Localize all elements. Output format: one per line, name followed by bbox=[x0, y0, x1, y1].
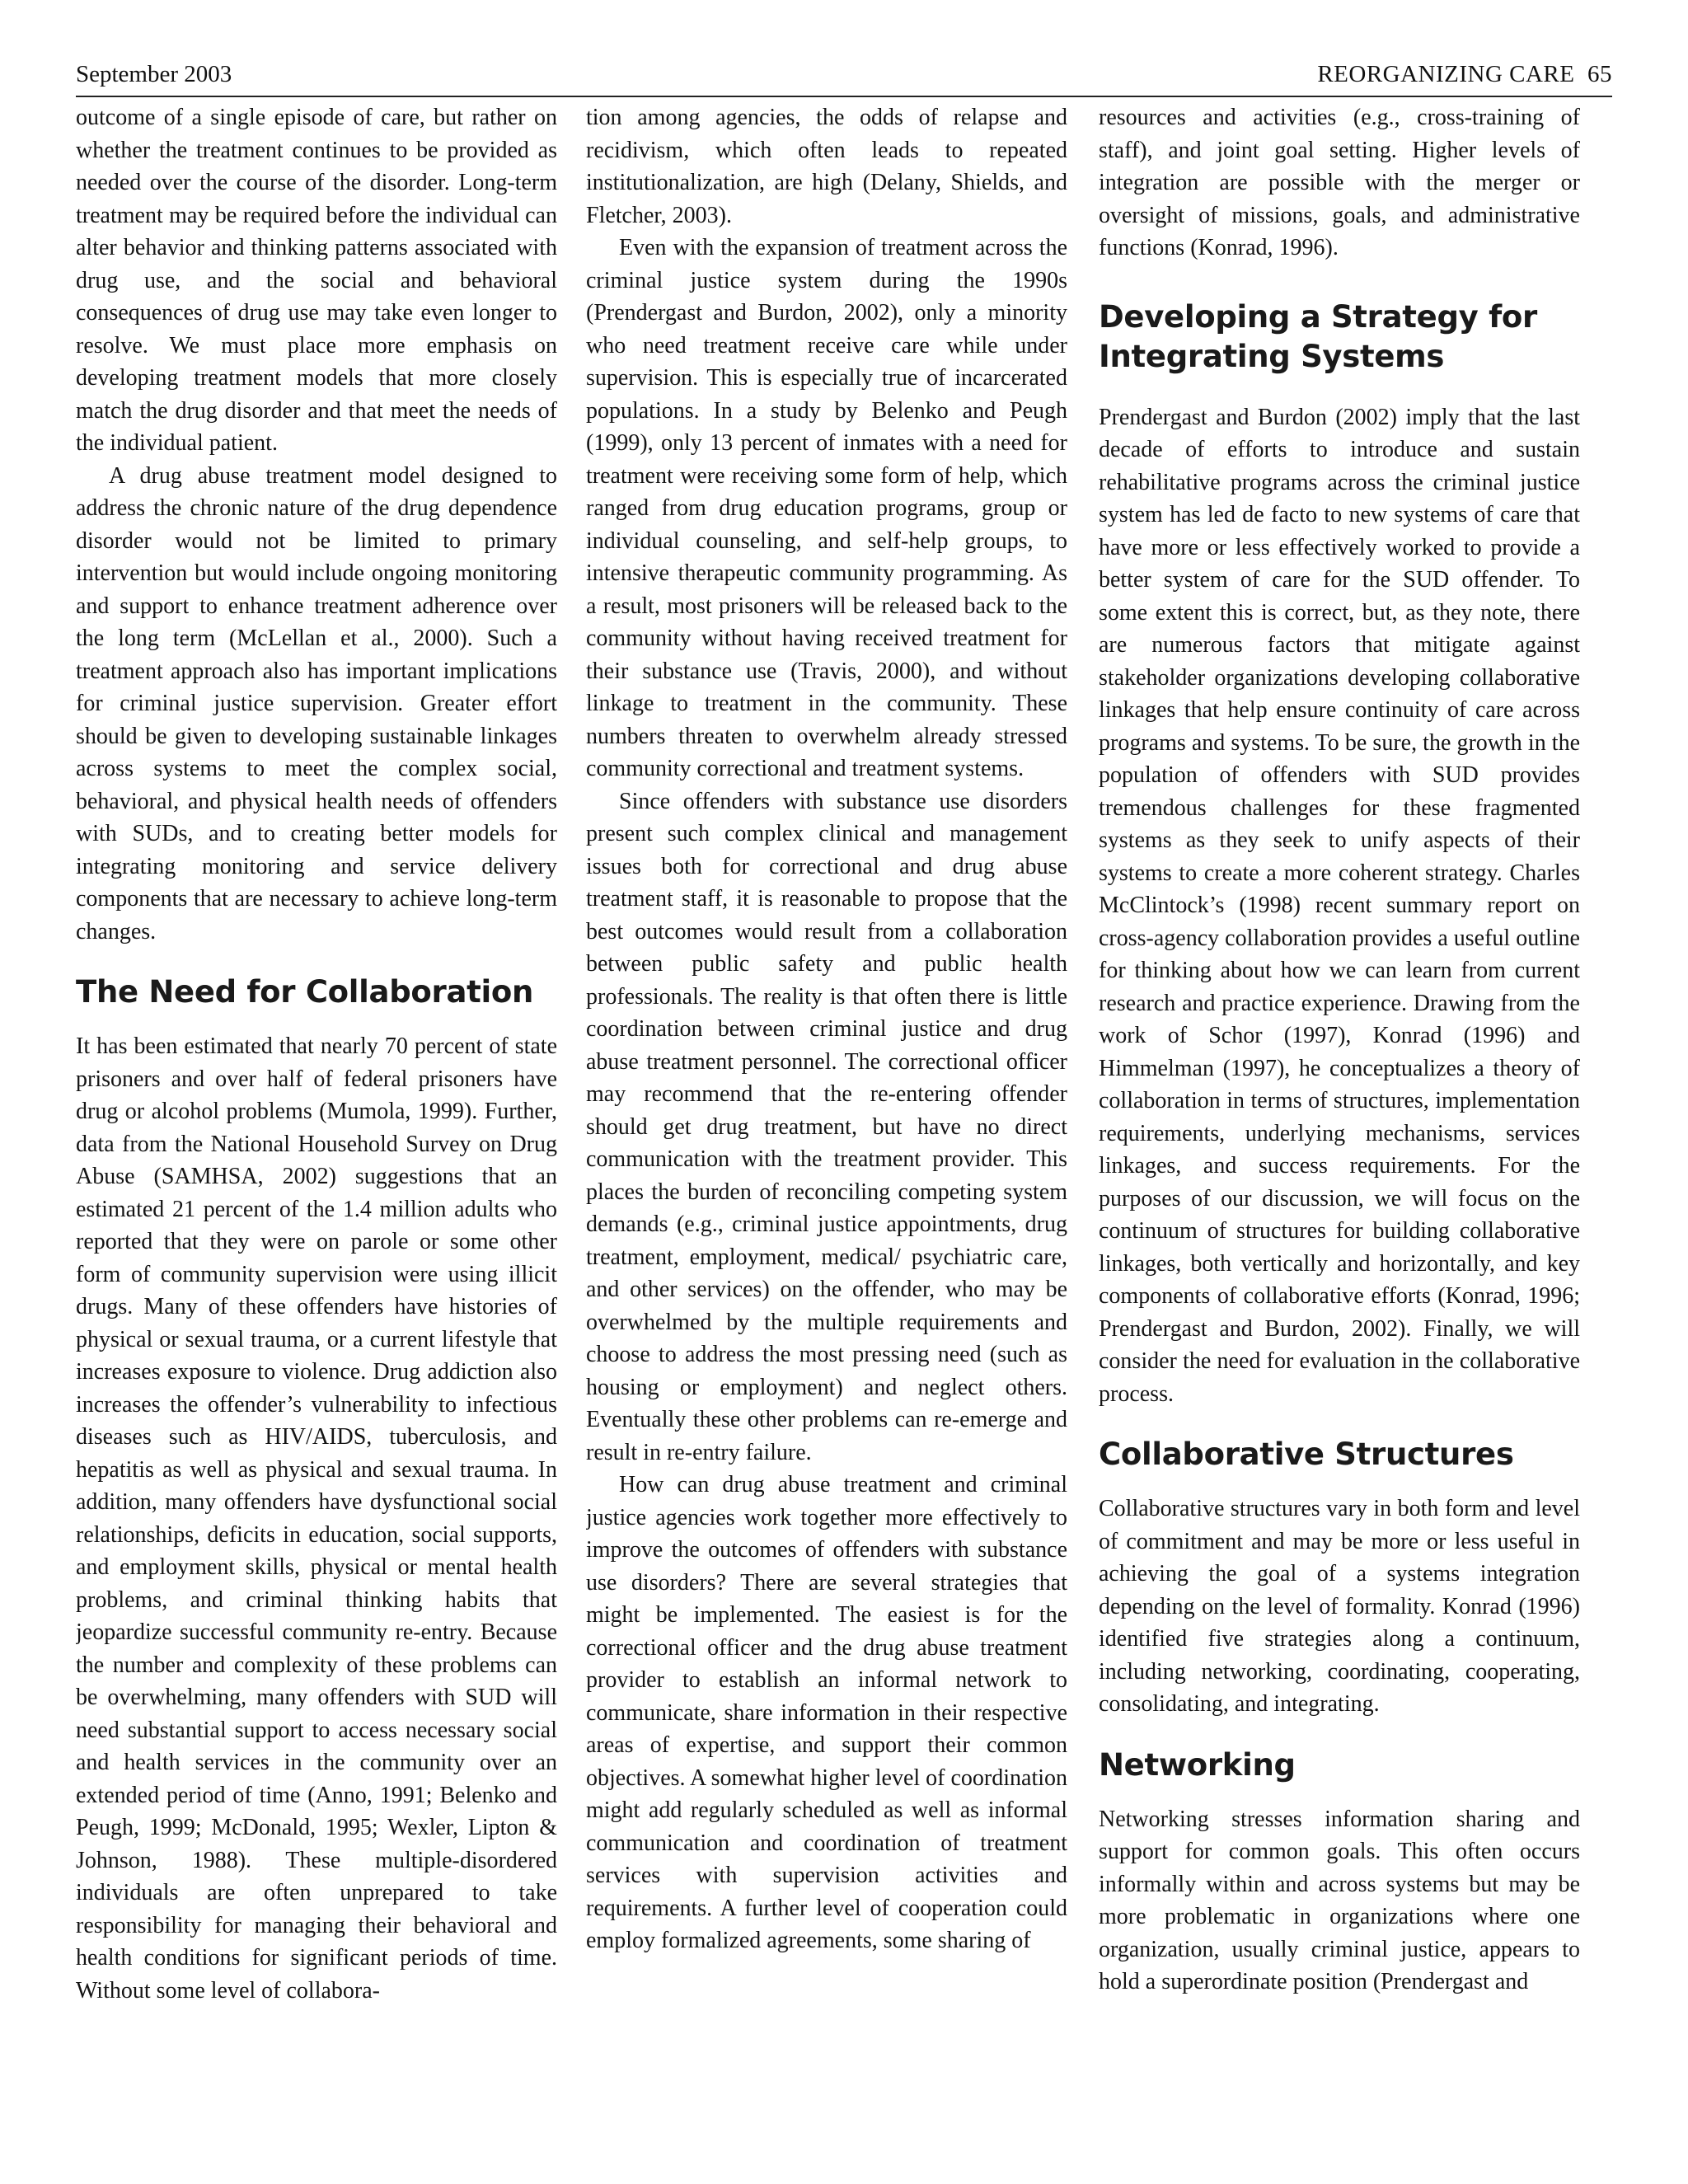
header-rule bbox=[76, 96, 1612, 97]
paragraph: outcome of a single episode of care, but rather on whether the treatment continues to be provided as needed over the course of the disorder. Long-term treatment may be required before the individual can alter behavior and thinking patterns associated with drug use, and the social and behavioral consequences of drug use may take even longer to resolve. We must place more emphasis on developing treatment models that more closely match the drug disorder and that meet the needs of the individual patient. bbox=[76, 105, 557, 456]
running-header bbox=[76, 61, 1612, 94]
column-middle bbox=[586, 101, 1067, 2162]
paragraph: Even with the expansion of treatment across the criminal justice system during the 1990s (Prendergast and Burdon, 2002), only a minority who need treatment receive care while under supervision. This is especially true of incarcerated populations. In a study by Belenko and Peugh (1999), only 13 percent of inmates with a need for treatment were receiving some form of help, which ranged from drug education programs, group or individual counseling, and self-help groups, to intensive therapeutic community programming. As a result, most prisoners will be released back to the community without having received treatment for their substance use (Travis, 2000), and without linkage to treatment in the community. These numbers threaten to overwhelm already stressed community correctional and treatment systems. bbox=[586, 235, 1067, 781]
paragraph: It has been estimated that nearly 70 percent of state prisoners and over half of federal prisoners have drug or alcohol problems (Mumola, 1999). Further, data from the National Household Survey on Drug Abuse (SAMHSA, 2002) suggestions that an estimated 21 percent of the 1.4 million adults who reported that they were on parole or some other form of community supervision were using illicit drugs. Many of these offenders have histories of physical or sexual trauma, or a current lifestyle that increases exposure to violence. Drug addiction also increases the offender’s vulnerability to infectious diseases such as HIV/AIDS, tuberculosis, and hepatitis as well as physical and sexual trauma. In addition, many offenders have dysfunctional social relationships, deficits in education, social supports, and employment skills, physical or mental health problems, and criminal thinking habits that jeopardize successful community re-entry. Because the number and complexity of these problems can be overwhelming, many offenders with SUD will need substantial support to access necessary social and health services in the community over an extended period of time (Anno, 1991; Belenko and Peugh, 1999; McDonald, 1995; Wexler, Lipton & Johnson, 1988). These multiple-disordered individuals are often unprepared to take responsibility for managing their behavioral and health conditions for significant periods of time. Without some level of collabora- bbox=[76, 1033, 557, 2004]
column-right bbox=[1099, 101, 1580, 2162]
section-heading-need-for-collaboration: The Need for Collaboration bbox=[76, 974, 534, 1010]
page-number: 65 bbox=[1587, 61, 1612, 87]
paragraph: A drug abuse treatment model designed to address the chronic nature of the drug dependence disorder would not be limited to primary intervention but would include ongoing monitoring and support to enhance treatment adherence over the long term (McLellan et al., 2000). Such a treatment approach also has important implications for criminal justice supervision. Greater effort should be given to developing sustainable linkages across systems to meet the complex social, behavioral, and physical health needs of offenders with SUDs, and to creating better models for integrating monitoring and service delivery components that are necessary to achieve long-term changes. bbox=[76, 462, 557, 944]
running-title: REORGANIZING CARE bbox=[1317, 61, 1575, 87]
section-heading-developing-strategy: Developing a Strategy for Integrating Systems bbox=[1099, 298, 1537, 374]
column-left bbox=[76, 101, 557, 2162]
paragraph: How can drug abuse treatment and criminal justice agencies work together more effectively to improve the outcomes of offenders with substance use disorders? There are several strategies that might be implemented. The easiest is for the correctional officer and the drug abuse treatment provider to establish an informal network to communicate, share information in their respective areas of expertise, and support their common objectives. A somewhat higher level of coordination might add regularly scheduled as well as informal communication and coordination of treatment services with supervision activities and requirements. A further level of cooperation could employ formalized agreements, some sharing of bbox=[586, 1472, 1067, 1953]
section-heading-networking: Networking bbox=[1099, 1746, 1296, 1783]
running-title-and-page bbox=[1317, 61, 1612, 88]
paragraph: Prendergast and Burdon (2002) imply that the last decade of efforts to introduce and sustain rehabilitative programs across the criminal justice system has led de facto to new systems of care that have more or less effectively worked to provide a better system of care for the SUD offender. To some extent this is correct, but, as they note, there are numerous factors that mitigate against stakeholder organizations developing collaborative linkages that help ensure continuity of care across programs and systems. To be sure, the growth in the population of offenders with SUD provides tremendous challenges for these fragmented systems as they seek to unify aspects of their systems to create a more coherent strategy. Charles McClintock’s (1998) recent summary report on cross-agency collaboration provides a useful outline for thinking about how we can learn from current research and practice experience. Drawing from the work of Schor (1997), Konrad (1996) and Himmelman (1997), he conceptualizes a theory of collaboration in terms of structures, implementation requirements, underlying mechanisms, services linkages, and success requirements. For the purposes of our discussion, we will focus on the continuum of structures for building collaborative linkages, both vertically and horizontally, and key components of collaborative efforts (Konrad, 1996; Prendergast and Burdon, 2002). Finally, we will consider the need for evaluation in the collaborative process. bbox=[1099, 404, 1580, 1407]
paragraph: Since offenders with substance use disorders present such complex clinical and management issues both for correctional and drug abuse treatment staff, it is reasonable to propose that the best outcomes would result from a collaboration between public safety and public health professionals. The reality is that often there is little coordination between criminal justice and drug abuse treatment personnel. The correctional officer may recommend that the re-entering offender should get drug treatment, but have no direct communication with the treatment provider. This places the burden of reconciling competing system demands (e.g., criminal justice appointments, drug treatment, employment, medical/ psychiatric care, and other services) on the offender, who may be overwhelmed by the multiple requirements and choose to address the most pressing need (such as housing or employment) and neglect others. Eventually these other problems can re-emerge and result in re-entry failure. bbox=[586, 788, 1067, 1465]
issue-date: September 2003 bbox=[76, 61, 232, 87]
paragraph: resources and activities (e.g., cross-training of staff), and joint goal setting. Higher levels of integration are possible with the merger or oversight of missions, goals, and administrative functions (Konrad, 1996). bbox=[1099, 105, 1580, 260]
paragraph: Networking stresses information sharing and support for common goals. This often occurs informally within and across systems but may be more problematic in organizations where one organization, usually criminal justice, appears to hold a superordinate position (Prendergast and bbox=[1099, 1806, 1580, 1994]
paragraph: tion among agencies, the odds of relapse and recidivism, which often leads to repeated institutionalization, are high (Delany, Shields, and Fletcher, 2003). bbox=[586, 105, 1067, 228]
paragraph: Collaborative structures vary in both form and level of commitment and may be more or less useful in achieving the goal of a systems integration depending on the level of formality. Konrad (1996) identified five strategies along a continuum, including networking, coordinating, cooperating, consolidating, and integrating. bbox=[1099, 1496, 1580, 1717]
section-heading-collaborative-structures: Collaborative Structures bbox=[1099, 1436, 1514, 1472]
